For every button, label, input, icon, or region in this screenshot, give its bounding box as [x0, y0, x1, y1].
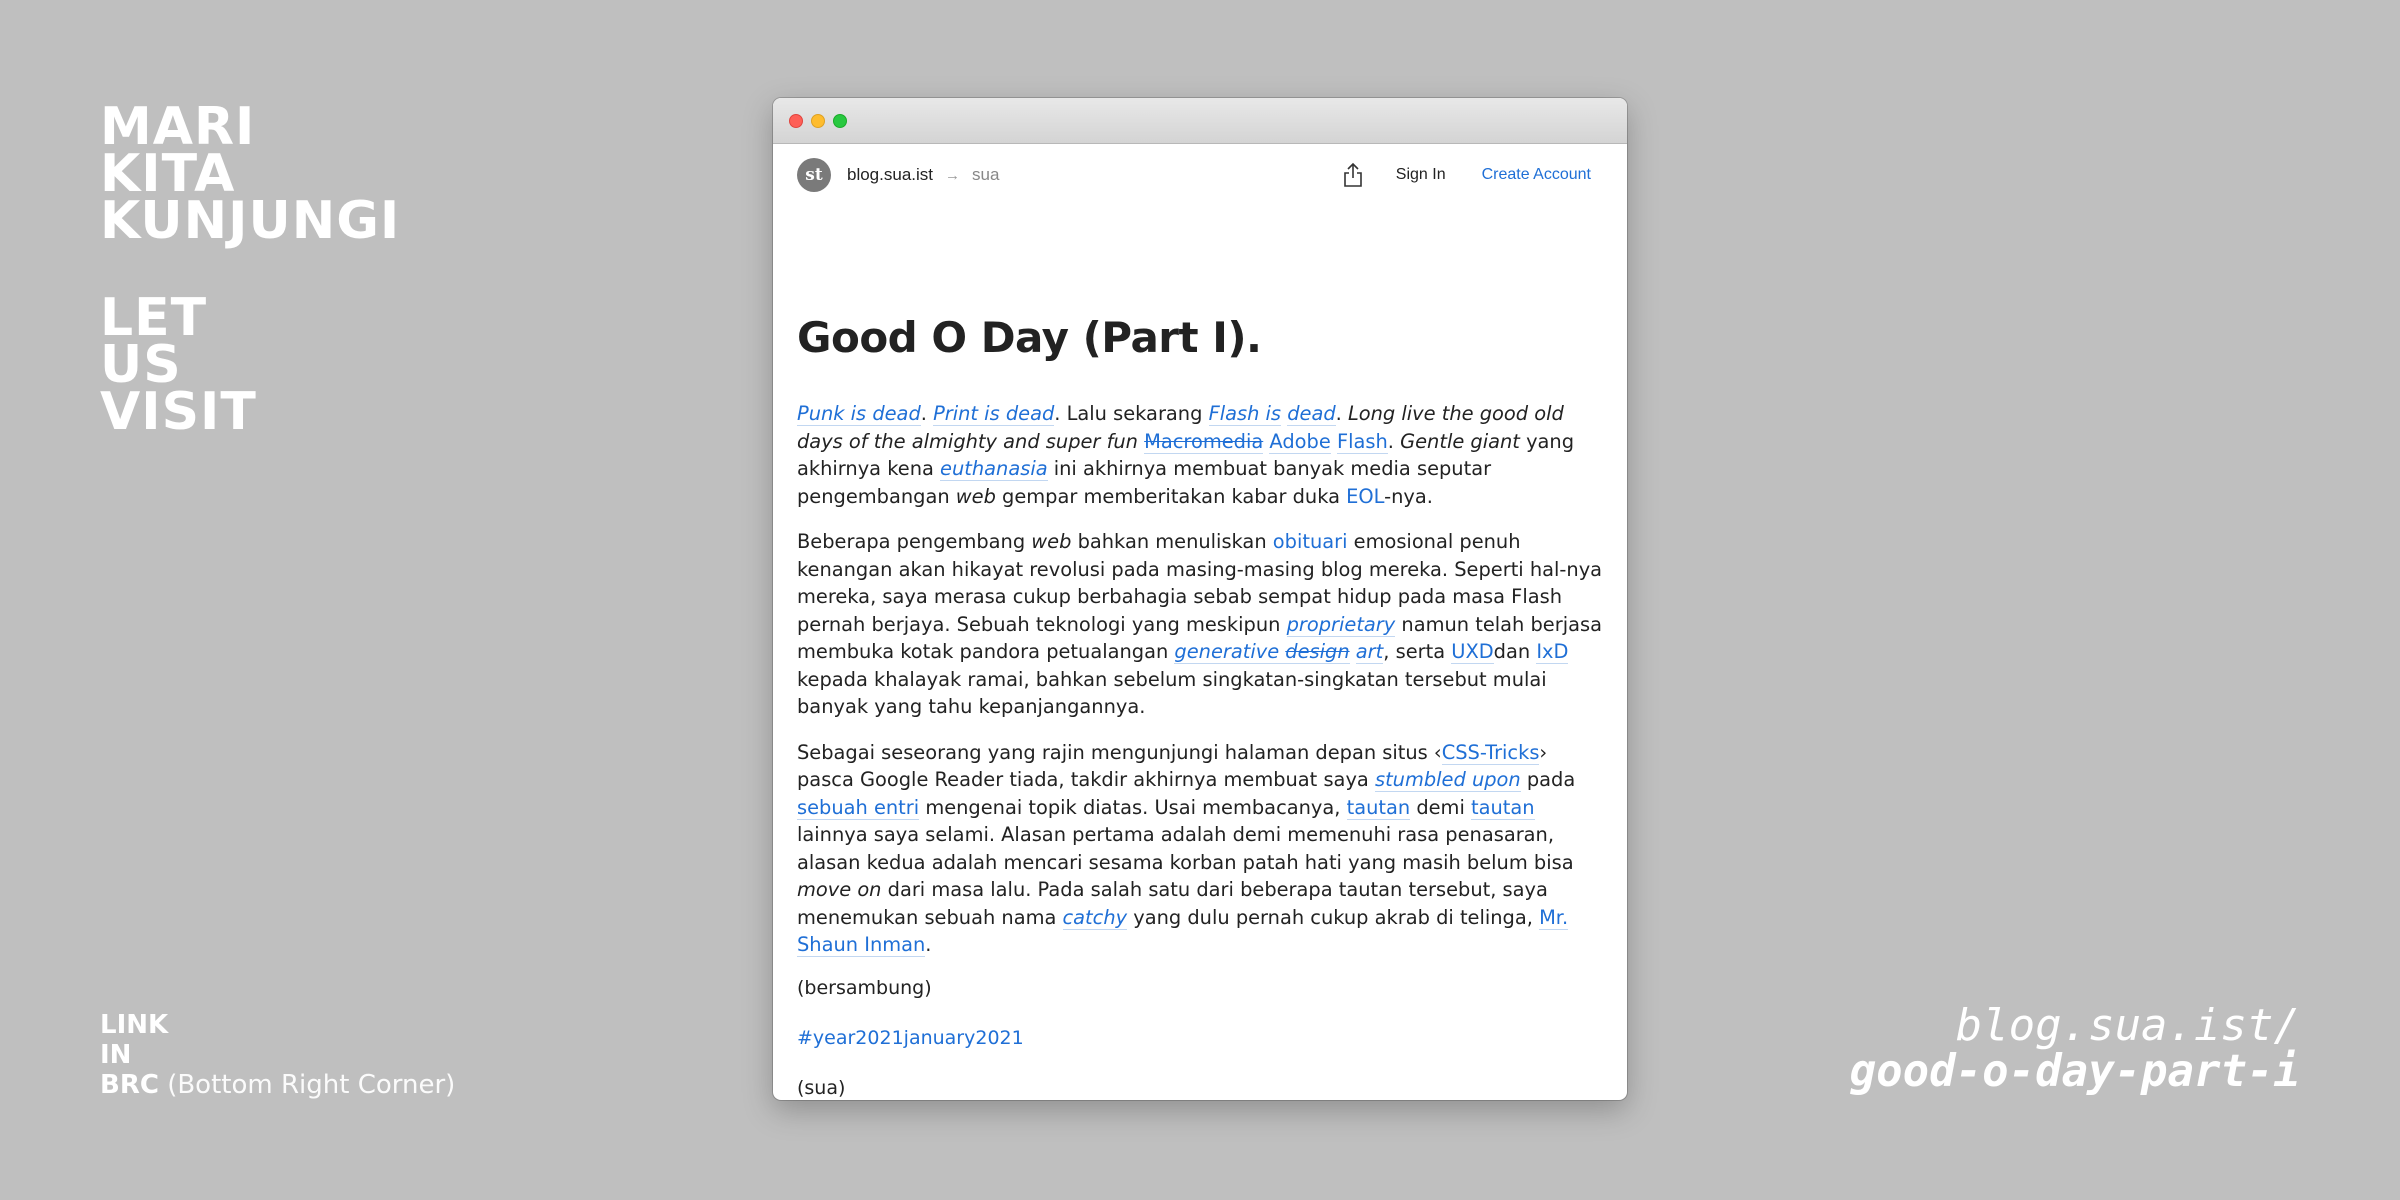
sign-in-button[interactable]: Sign In: [1395, 166, 1446, 183]
link[interactable]: CSS-Tricks: [1441, 740, 1540, 764]
headline-word: MARI: [100, 97, 256, 157]
post-content: [773, 312, 1627, 1099]
url-host: blog.sua.ist/: [1955, 1000, 2300, 1051]
post-title: Good O Day (Part I).: [797, 313, 1262, 362]
minimize-button[interactable]: [811, 114, 825, 128]
user-link[interactable]: sua: [972, 165, 1000, 184]
headline-word: LET: [100, 288, 208, 348]
poster-cta: [100, 1010, 455, 1100]
link[interactable]: Flash is: [1208, 402, 1282, 425]
poster-headline: [100, 97, 401, 442]
title-bar: [773, 98, 1627, 144]
emphasis: web: [1031, 530, 1072, 553]
link[interactable]: obituari: [1272, 530, 1348, 553]
cta-line: LINK: [100, 1010, 169, 1040]
link[interactable]: dead: [1287, 402, 1336, 425]
paragraph-3: Sebagai seseorang yang rajin mengunjungi halaman depan situs ‹CSS-Tricks› pasca Google Reader tiada, takdir akhirnya membuat saya stumbled upon pada sebuah entri mengenai topik diatas. Usai membacanya, tautan demi tautan lainnya saya selami. Alasan pertama adalah demi memenuhi rasa penasaran, alasan kedua adalah mencari sesama korban patah hati yang masih belum bisa move on dari masa lalu. Pada salah satu dari beberapa tautan tersebut, saya menemukan sebuah nama catchy yang dulu pernah cukup akrab di telinga, Mr. Shaun Inman.: [797, 740, 1576, 956]
avatar[interactable]: st: [797, 158, 831, 192]
emphasis: Gentle giant: [1400, 429, 1520, 453]
cta-line: IN: [100, 1040, 132, 1070]
hashtag-link[interactable]: #year2021january2021: [797, 1026, 1024, 1049]
emphasis: web: [955, 484, 996, 508]
close-button[interactable]: [789, 114, 803, 128]
link[interactable]: Punk is dead: [797, 402, 921, 425]
create-account-button[interactable]: Create Account: [1481, 166, 1591, 183]
link[interactable]: stumbled upon: [1374, 768, 1521, 791]
emphasis: Long live the good old days of the almighty and super fun: [797, 402, 1564, 453]
link[interactable]: euthanasia: [940, 457, 1048, 480]
link[interactable]: catchy: [1062, 905, 1128, 929]
link[interactable]: Macromedia: [1144, 429, 1264, 453]
link[interactable]: Shaun Inman: [797, 933, 926, 956]
continued-note: (bersambung): [797, 976, 932, 999]
link[interactable]: Flash: [1336, 429, 1388, 453]
link[interactable]: IxD: [1536, 640, 1569, 663]
zoom-button[interactable]: [833, 114, 847, 128]
headline-word: VISIT: [100, 382, 257, 442]
paragraph-2: Beberapa pengembang web bahkan menuliskan obituari emosional penuh kenangan akan hikayat revolusi pada masing-masing blog mereka. Seperti hal-nya mereka, saya merasa cukup berbahagia sebab sempat hidup pada masa Flash pernah berjaya. Sebuah teknologi yang meskipun proprietary namun telah berjasa membuka kotak pandora petualangan generative design art, serta UXDdan IxD kepada khalayak ramai, bahkan sebelum singkatan-singkatan tersebut mulai banyak yang tahu kepanjangannya.: [797, 530, 1603, 718]
link[interactable]: sebuah entri: [797, 795, 920, 819]
arrow-right-icon: →: [945, 166, 960, 184]
author-signature: (sua): [797, 1076, 846, 1099]
link[interactable]: Adobe: [1269, 429, 1331, 453]
cta-note: (Bottom Right Corner): [167, 1070, 456, 1100]
paragraph-1: Punk is dead. Print is dead. Lalu sekarang Flash is dead. Long live the good old days of the almighty and super fun Macromedia Adobe Flash. Gentle giant yang akhirnya kena euthanasia ini akhirnya membuat banyak media seputar pengembangan web gempar memberitakan kabar duka EOL-nya.: [797, 402, 1575, 508]
link[interactable]: Mr.: [1539, 905, 1569, 929]
link[interactable]: proprietary: [1286, 612, 1396, 636]
url-slug: good-o-day-part-i: [1849, 1046, 2300, 1097]
headline-word: KITA: [100, 144, 236, 204]
link[interactable]: Print is dead: [933, 402, 1055, 425]
link[interactable]: UXD: [1451, 640, 1494, 663]
poster-url: [1849, 1000, 2300, 1097]
headline-word: KUNJUNGI: [100, 191, 401, 251]
browser-window: [773, 98, 1627, 1100]
link[interactable]: EOL: [1346, 484, 1385, 508]
link[interactable]: art: [1355, 640, 1384, 663]
cta-line: BRC: [100, 1070, 159, 1100]
emphasis: move on: [797, 878, 882, 901]
link[interactable]: tautan: [1346, 795, 1411, 819]
headline-word: US: [100, 335, 182, 395]
link[interactable]: generative design: [1174, 640, 1350, 663]
share-icon[interactable]: [1340, 162, 1366, 188]
site-navbar: [773, 144, 1627, 206]
link[interactable]: tautan: [1471, 795, 1535, 819]
site-link[interactable]: blog.sua.ist: [847, 165, 933, 184]
